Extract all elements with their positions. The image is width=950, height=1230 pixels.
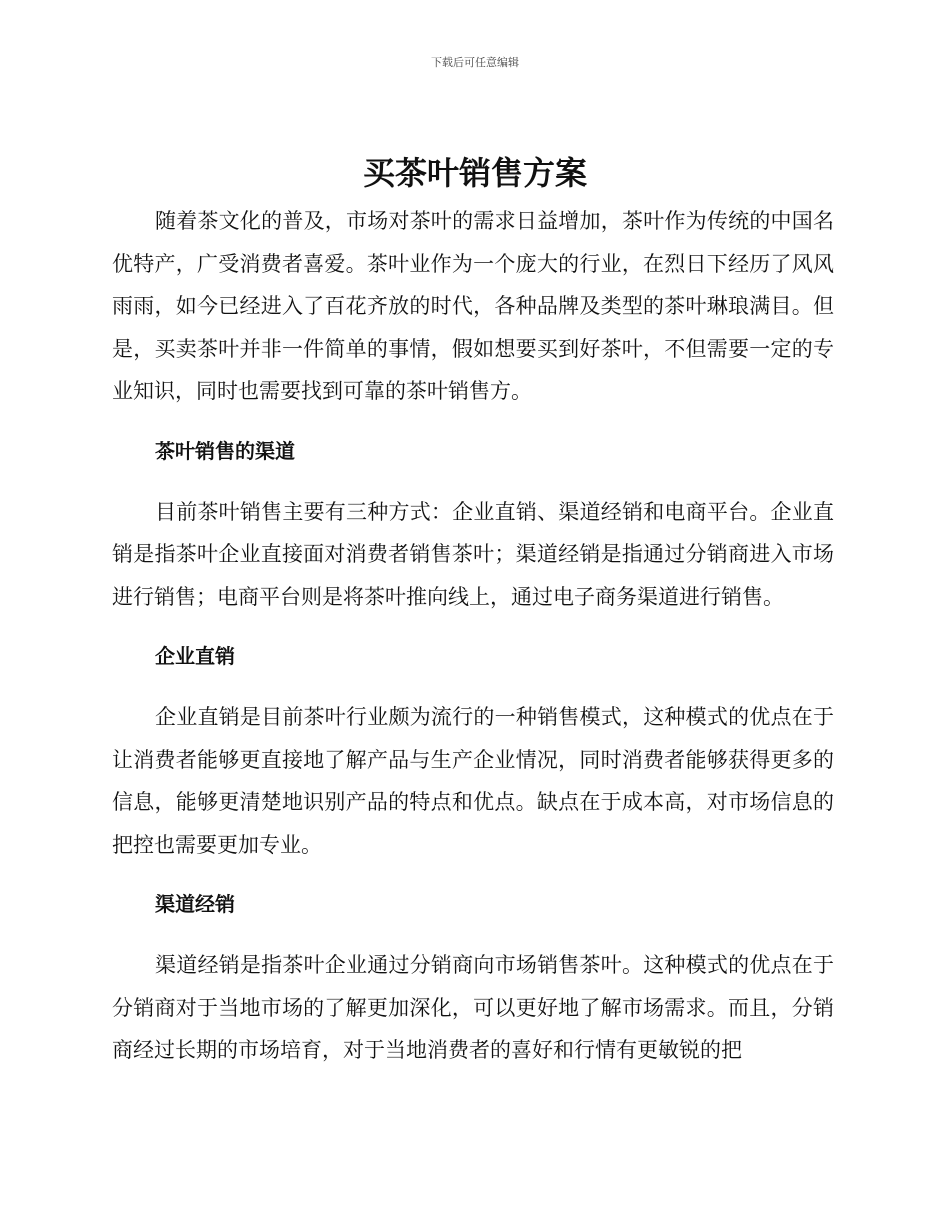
header-note: 下载后可任意编辑 (431, 56, 519, 69)
section-paragraph-direct-sales: 企业直销是目前茶叶行业颇为流行的一种销售模式，这种模式的优点在于让消费者能够更直接地了解产品与生产企业情况，同时消费者能够获得更多的信息，能够更清楚地识别产品的特点和优点。缺点在于成本高，对市场信息的把控也需要更加专业。 (112, 705, 834, 857)
section-heading-direct-sales: 企业直销 (155, 644, 235, 668)
section-heading-channels: 茶叶销售的渠道 (155, 438, 295, 463)
section-paragraph-distribution: 渠道经销是指茶叶企业通过分销商向市场销售茶叶。这种模式的优点在于分销商对于当地市场的了解更加深化，可以更好地了解市场需求。而且，分销商经过长期的市场培育，对于当地消费者的喜好和行情有更敏锐的把 (112, 953, 834, 1062)
section-heading-distribution: 渠道经销 (155, 892, 235, 916)
document-body (112, 200, 834, 1072)
section-paragraph-channels: 目前茶叶销售主要有三种方式：企业直销、渠道经销和电商平台。企业直销是指茶叶企业直接面对消费者销售茶叶；渠道经销是指通过分销商进入市场进行销售；电商平台则是将茶叶推向线上，通过电子商务渠道进行销售。 (112, 499, 834, 609)
intro-paragraph: 随着茶文化的普及，市场对茶叶的需求日益增加，茶叶作为传统的中国名优特产，广受消费者喜爱。茶叶业作为一个庞大的行业，在烈日下经历了风风雨雨，如今已经进入了百花齐放的时代，各种品牌及类型的茶叶琳琅满目。但是，买卖茶叶并非一件简单的事情，假如想要买到好茶叶，不但需要一定的专业知识，同时也需要找到可靠的茶叶销售方。 (112, 209, 834, 403)
document-title: 买茶叶销售方案 (362, 154, 587, 192)
